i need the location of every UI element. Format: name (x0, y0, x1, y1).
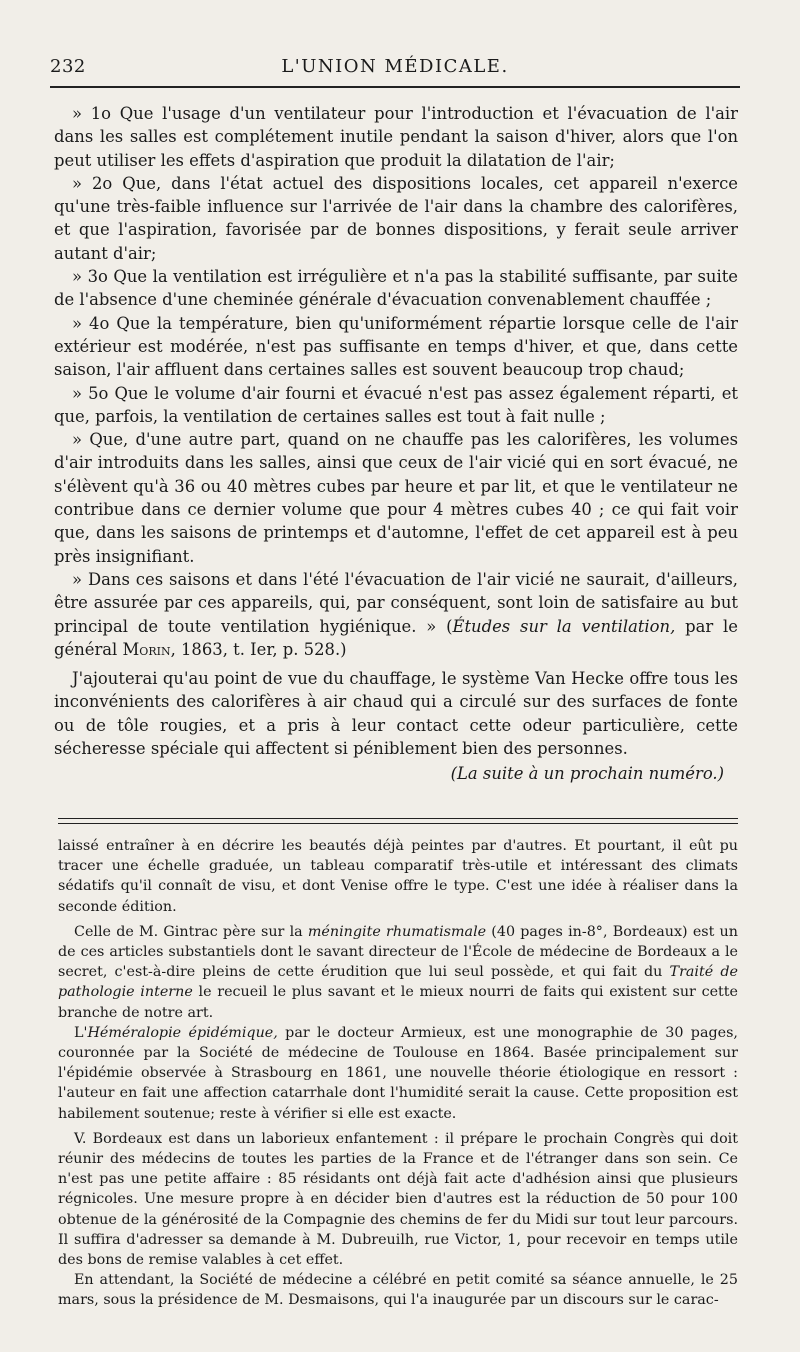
page-number: 232 (50, 56, 86, 77)
paragraph: » Que, d'une autre part, quand on ne chauffe pas les calorifères, les volumes d'air introduits dans les salles, ainsi que ceux de l'air vicié qui en sort évacué, ne s'élèvent qu'à 36 ou 40 mètres cubes par heure et par lit, et que le ventilateur ne contribue dans ce dernier volume que pour 4 mètres cubes 40 ; ce qui fait voir que, dans les saisons de printemps et d'automne, l'effet de cet appareil est à peu près insignifiant. (54, 430, 738, 566)
italic-term: Traité de pathologie interne (58, 964, 738, 1001)
text-run: » Dans ces saisons et dans l'été l'évacuation de l'air vicié ne saurait, d'ailleurs, être assurée par ces appareils, qui, par conséquent, sont loin de satisfaire au but principal de toute ventilation hygiénique. » ( (54, 569, 738, 636)
section-divider (58, 818, 738, 824)
paragraph: » 3o Que la ventilation est irrégulière et n'a pas la stabilité suffisante, par suite de l'absence d'une cheminée générale d'évacuation convenablement chauffée ; (54, 267, 738, 310)
paragraph: » 4o Que la température, bien qu'uniformément répartie lorsque celle de l'air extérieur est modérée, n'est pas suffisante en temps d'hiver, et que, dans cette saison, l'air affluent dans certaines salles est souvent beaucoup trop chaud; (54, 313, 738, 380)
italic-term: méningite rhumatismale (307, 923, 487, 940)
page-header (50, 56, 740, 86)
text-run: (40 pages in-8°, Bordeaux) est un de ces articles substantiels dont le savant directeur de l'École de médecine de Bordeaux a le secret, c'est-à-dire pleins de cette érudition que lui seul possède, et qui fait du (58, 923, 738, 981)
paragraph (54, 568, 738, 661)
paragraph: » 2o Que, dans l'état actuel des dispositions locales, cet appareil n'exerce qu'une très-faible influence sur l'arrivée de l'air dans la chambre des calorifères, et que l'aspiration, favorisée par de bonnes dispositions, y ferait seule arriver autant d'air; (54, 173, 738, 263)
text-run: , 1863, t. Ier, p. 528.) (170, 639, 347, 659)
paragraph: J'ajouterai qu'au point de vue du chauffage, le système Van Hecke offre tous les inconvénients des calorifères à air chaud qui a circulé sur des surfaces de fonte ou de tôle rougies, et a pris à leur contact cette odeur particulière, cette sécheresse spéciale qui affectent si péniblement bien des personnes. (54, 669, 738, 759)
italic-term: Héméralopie épidémique, (87, 1024, 278, 1041)
feuilleton-text (58, 836, 738, 1311)
paragraph: » 1o Que l'usage d'un ventilateur pour l'introduction et l'évacuation de l'air dans les salles est complétement inutile pendant la saison d'hiver, alors que l'on peut utiliser les effets d'aspiration que produit la dilatation de l'air; (54, 104, 738, 170)
paragraph (58, 1023, 738, 1124)
paragraph: V. Bordeaux est dans un laborieux enfantement : il prépare le prochain Congrès qui doit réunir des médecins de toutes les parties de la France et de l'étranger dans son sein. Ce n'est pas une petite affaire : 85 résidants ont déjà fait acte d'adhésion ainsi que plusieurs régnicoles. Une mesure propre à en décider bien d'autres est la réduction de 50 pour 100 obtenue de la générosité de la Compagnie des chemins de fer du Midi sur tout leur parcours. Il suffira d'adresser sa demande à M. Dubreuilh, rue Victor, 1, pour recevoir en temps utile des bons de remise valables à cet effet. (58, 1130, 738, 1269)
paragraph: laissé entraîner à en décrire les beautés déjà peintes par d'autres. Et pourtant, il eût pu tracer une échelle graduée, un tableau comparatif très-utile et intéressant des climats sédatifs qu'il connaît de visu, et dont Venise offre le type. C'est une idée à réaliser dans la seconde édition. (58, 838, 738, 915)
text-run: le recueil le plus savant et le mieux nourri de faits qui existent sur cette branche de notre art. (58, 984, 738, 1021)
book-title: Études sur la ventilation, (452, 616, 676, 636)
text-run: Celle de M. Gintrac père sur la (74, 923, 308, 940)
paragraph (58, 922, 738, 1023)
paragraph: » 5o Que le volume d'air fourni et évacué n'est pas assez également réparti, et que, parfois, la ventilation de certaines salles est tout à fait nulle ; (54, 383, 738, 426)
text-run: par le docteur Armieux, est une monographie de 30 pages, couronnée par la Société de médecine de Toulouse en 1864. Basée principalement sur l'épidémie observée à Strasbourg en 1861, une nouvelle théorie étiologique en ressort : l'auteur en fait une affection catarrhale dont l'humidité serait la cause. Cette proposition est habilement soutenue; reste à vérifier si elle est exacte. (58, 1024, 738, 1122)
continuation-note: (La suite à un prochain numéro.) (450, 764, 724, 784)
text-run: par le général (54, 616, 738, 659)
running-title: L'UNION MÉDICALE. (281, 56, 509, 77)
text-run: L' (74, 1024, 88, 1041)
author-name: Morin (122, 639, 171, 659)
paragraph: En attendant, la Société de médecine a célébré en petit comité sa séance annuelle, le 25 mars, sous la présidence de M. Desmaisons, qui l'a inaugurée par un discours sur le carac- (58, 1272, 738, 1309)
header-rule (50, 86, 740, 88)
main-article-text (54, 102, 738, 786)
